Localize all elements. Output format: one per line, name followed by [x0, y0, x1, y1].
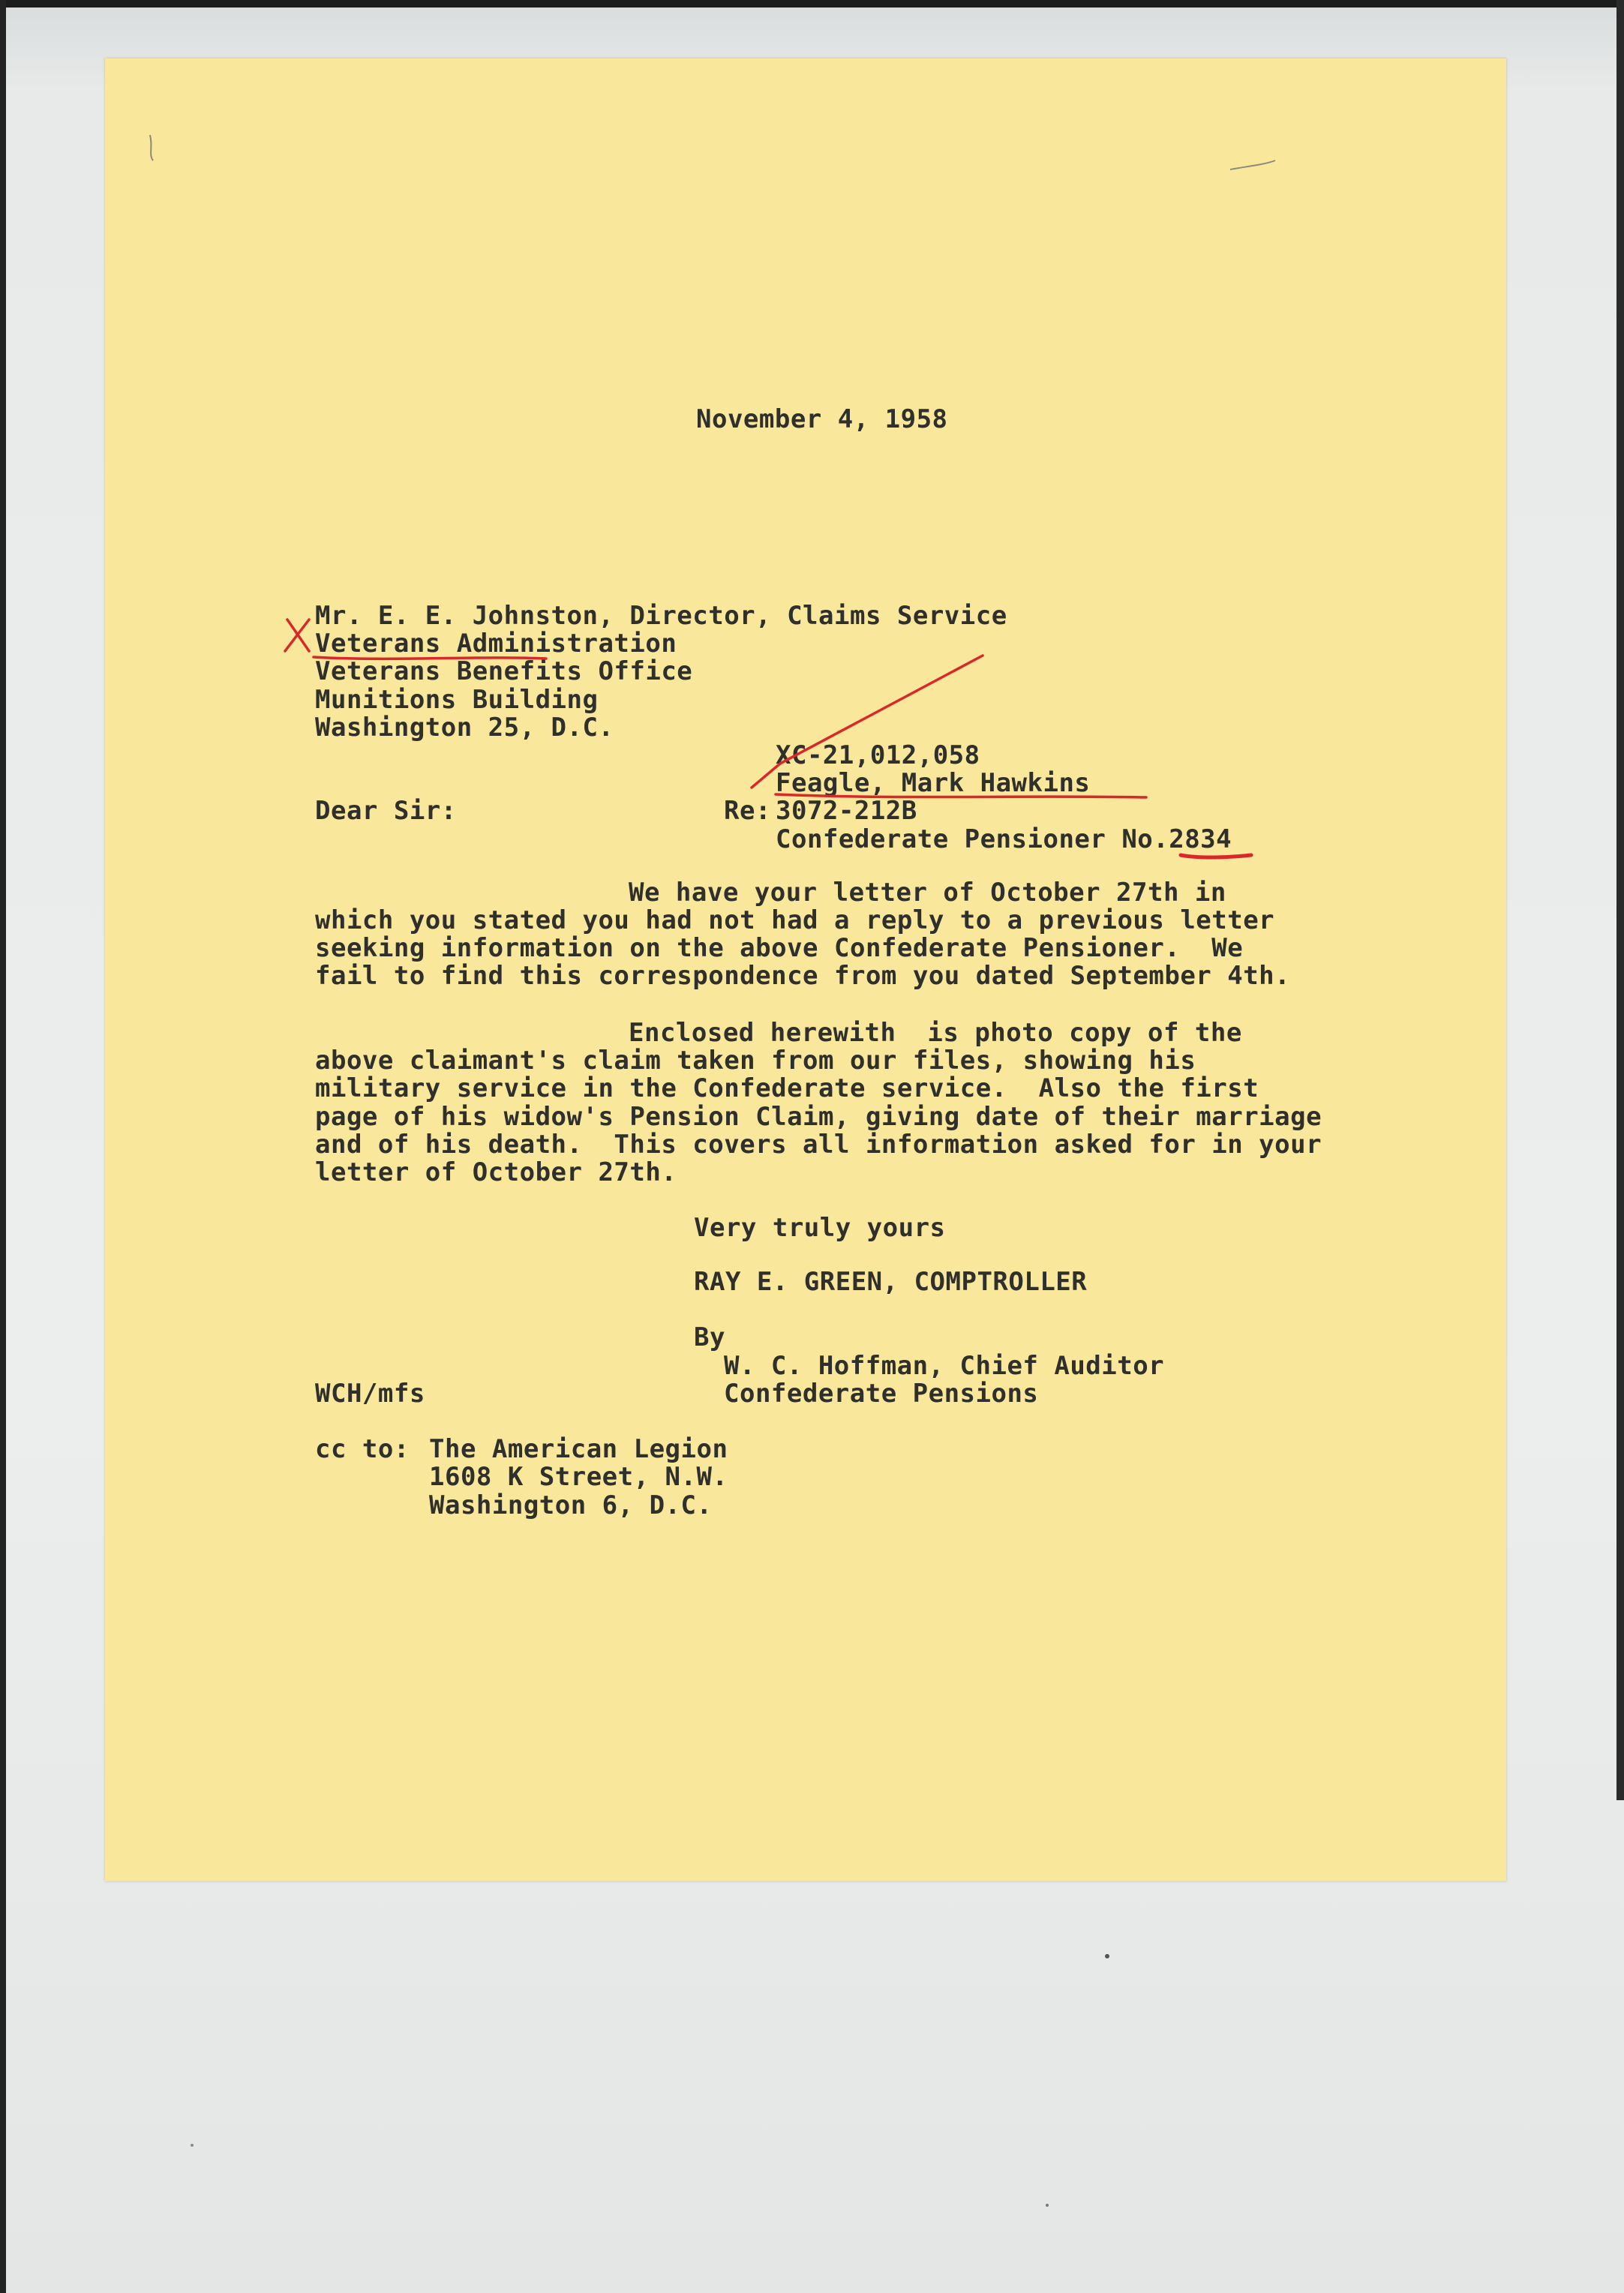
reference-line: Confederate Pensioner No.2834: [776, 824, 1232, 854]
closing: Very truly yours: [694, 1213, 946, 1243]
paragraph-line: We have your letter of October 27th in: [629, 878, 1226, 908]
scanner-left-edge: [0, 0, 6, 2293]
cc-line: Washington 6, D.C.: [429, 1490, 713, 1520]
recipient-line: Veterans Administration: [315, 629, 677, 659]
scanner-right-edge: [1616, 0, 1624, 1800]
recipient-line: Washington 25, D.C.: [315, 713, 614, 743]
signatory: RAY E. GREEN, COMPTROLLER: [694, 1267, 1088, 1297]
paragraph-line: seeking information on the above Confederate Pensioner. We: [315, 933, 1244, 963]
recipient-line: Veterans Benefits Office: [315, 656, 693, 686]
paragraph-line: page of his widow's Pension Claim, giving date of their marriage: [315, 1102, 1322, 1132]
paragraph-line: Enclosed herewith is photo copy of the: [629, 1018, 1242, 1048]
recipient-line: Munitions Building: [315, 685, 599, 715]
paragraph-line: fail to find this correspondence from you dated September 4th.: [315, 961, 1291, 991]
cc-line: 1608 K Street, N.W.: [429, 1462, 728, 1492]
paragraph-line: military service in the Confederate service. Also the first: [315, 1073, 1259, 1103]
re-label: Re:: [724, 796, 771, 826]
paragraph-line: above claimant's claim taken from our files, showing his: [315, 1046, 1196, 1076]
signer-line: Confederate Pensions: [724, 1379, 1039, 1409]
typist-initials: WCH/mfs: [315, 1379, 425, 1409]
signer-line: W. C. Hoffman, Chief Auditor: [724, 1351, 1165, 1381]
letter-date: November 4, 1958: [696, 404, 948, 434]
salutation: Dear Sir:: [315, 796, 457, 826]
reference-line: 3072-212B: [776, 796, 917, 826]
reference-line: XC-21,012,058: [776, 740, 980, 770]
paragraph-line: letter of October 27th.: [315, 1157, 677, 1187]
reference-line: Feagle, Mark Hawkins: [776, 768, 1091, 798]
paragraph-line: which you stated you had not had a reply to a previous letter: [315, 905, 1275, 935]
paragraph-line: and of his death. This covers all information asked for in your: [315, 1130, 1322, 1160]
recipient-line: Mr. E. E. Johnston, Director, Claims Service: [315, 601, 1007, 631]
scanner-top-edge: [0, 0, 1624, 8]
cc-line: The American Legion: [429, 1434, 728, 1464]
by-label: By: [694, 1322, 725, 1352]
cc-label: cc to:: [315, 1434, 410, 1464]
